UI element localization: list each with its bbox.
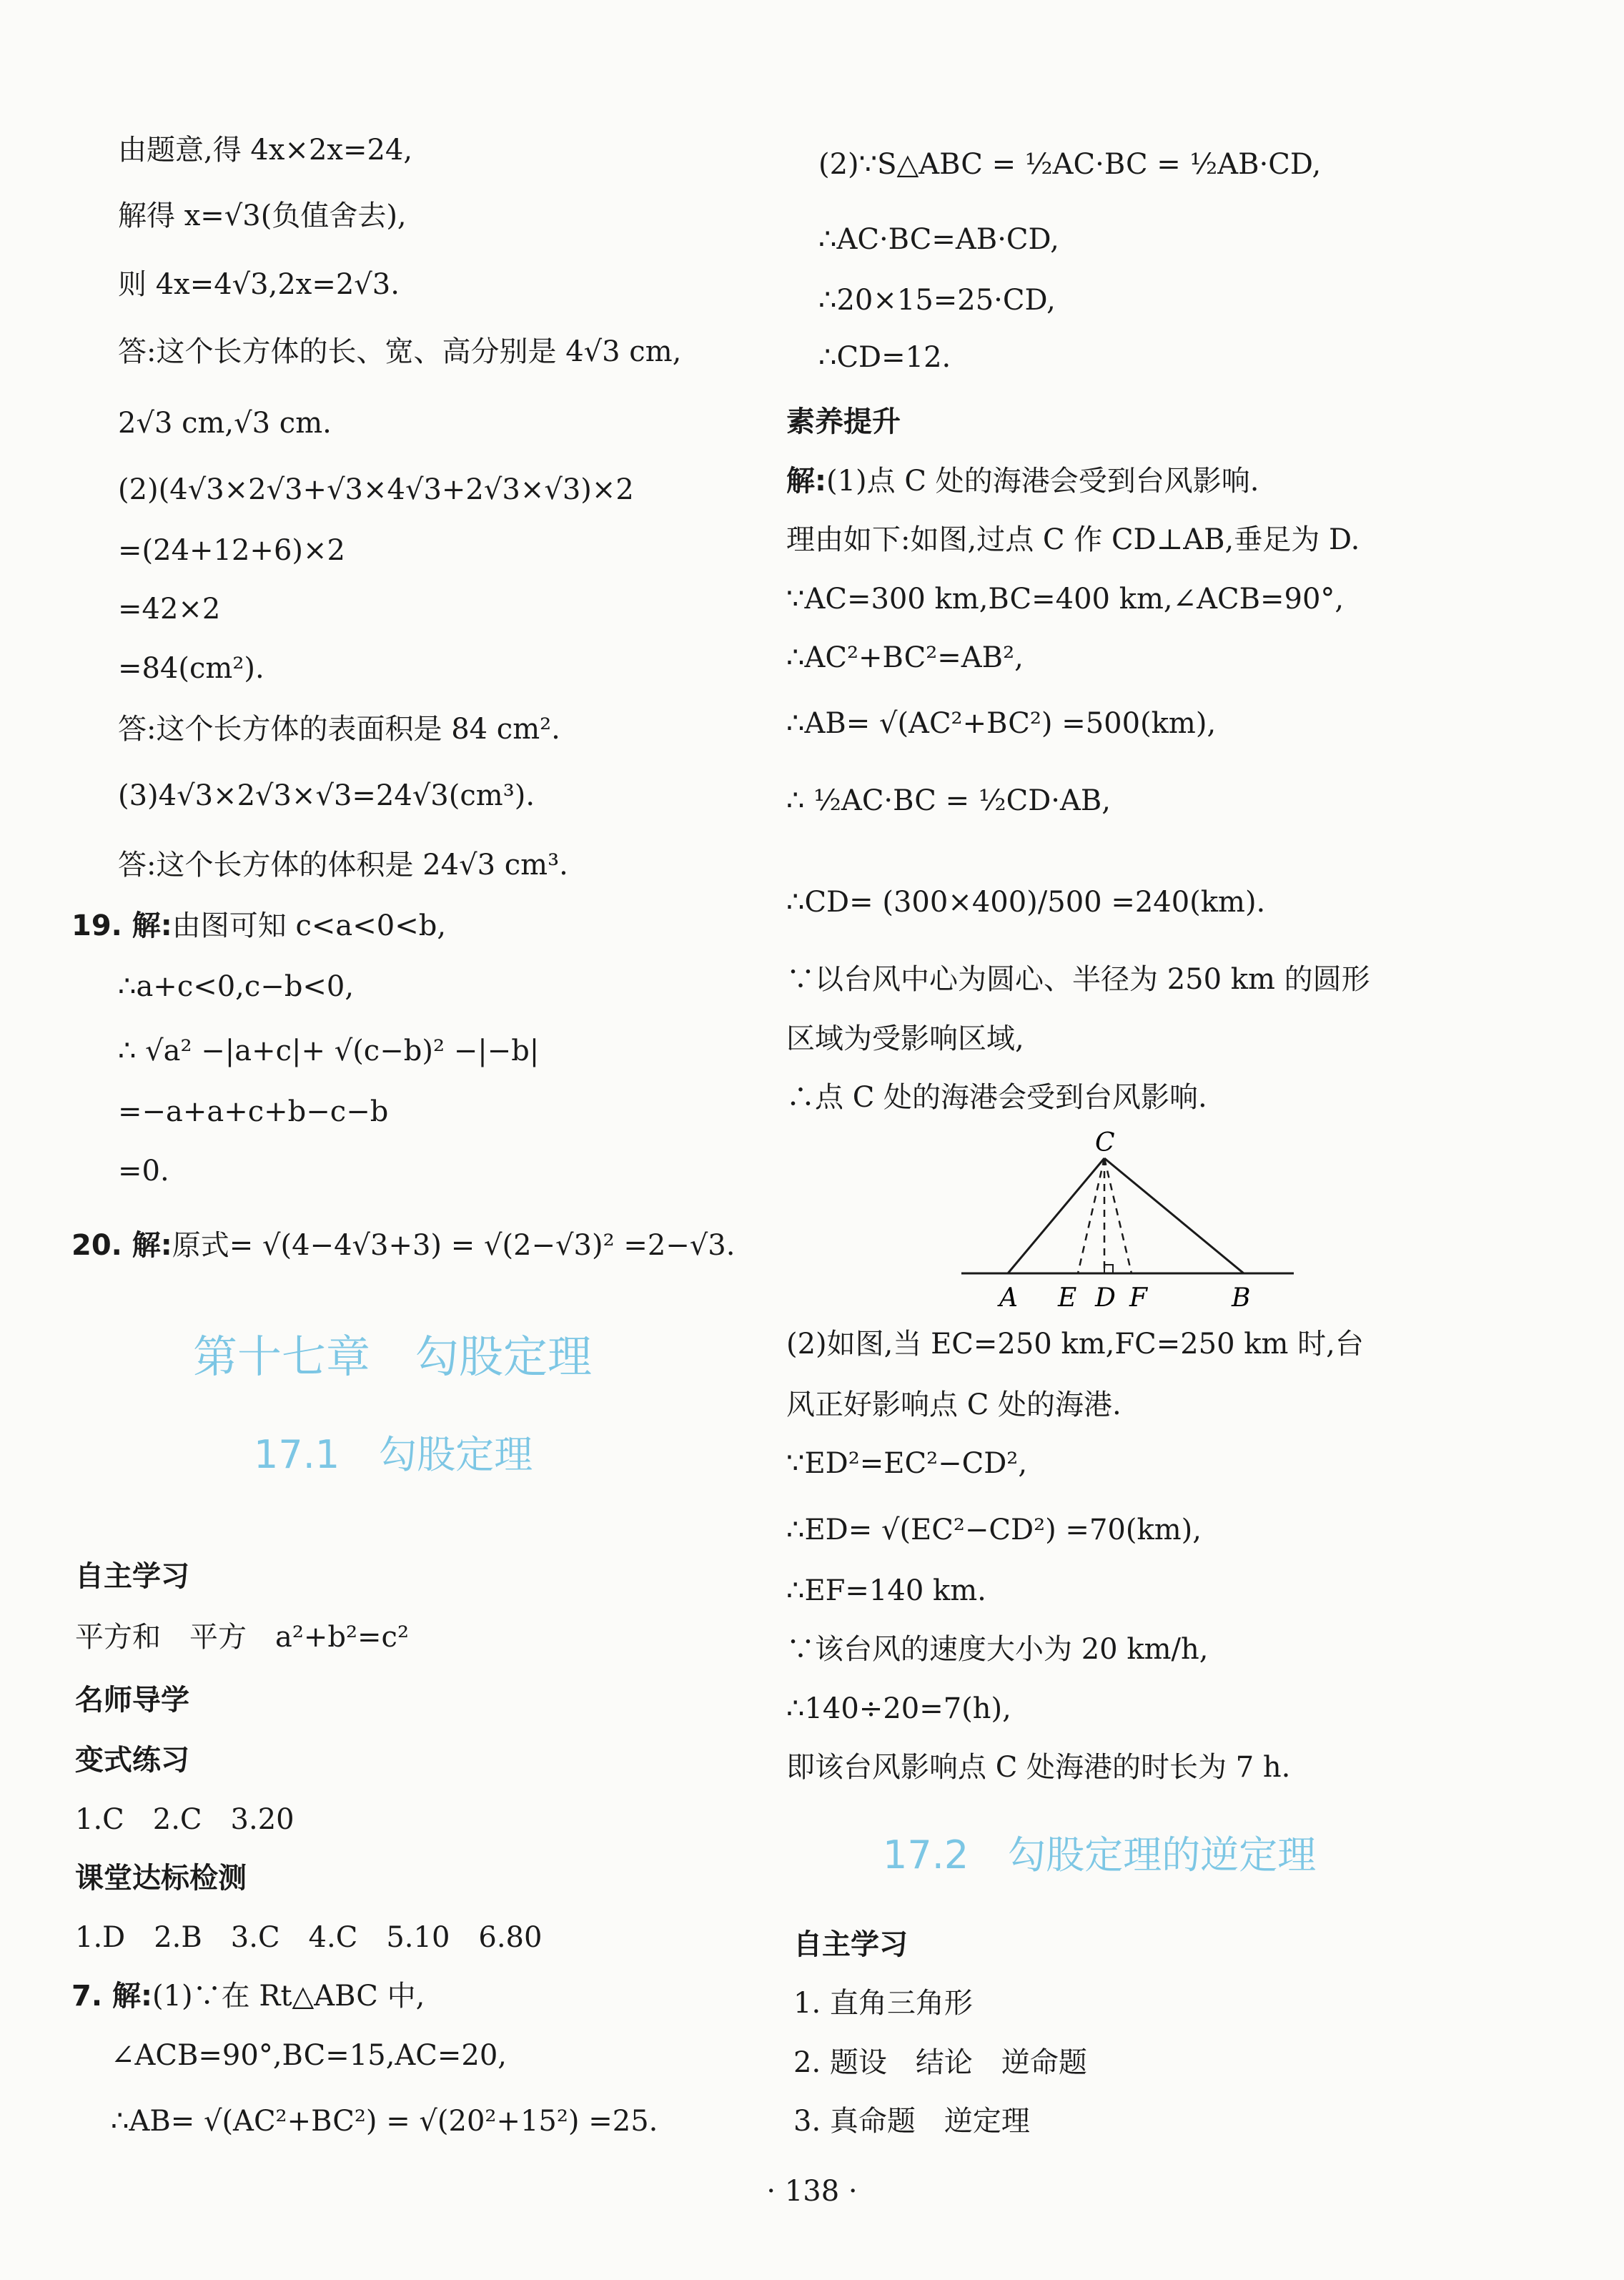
text-line: =0. xyxy=(118,1155,169,1188)
right-angle-mark xyxy=(1104,1265,1113,1273)
label-c: C xyxy=(1095,1130,1115,1158)
text-line: ∵该台风的速度大小为 20 km/h, xyxy=(786,1633,1209,1666)
segment-bc xyxy=(1104,1158,1244,1273)
text-line: 2√3 cm,√3 cm. xyxy=(118,407,332,440)
text-line: ∴AC·BC=AB·CD, xyxy=(818,223,1059,256)
question-number: 7. 解: xyxy=(71,1980,152,2013)
answer-row: 1.C 2.C 3.20 xyxy=(75,1803,294,1836)
text-line: ∴AB= √(AC²+BC²) = √(20²+15²) =25. xyxy=(111,2105,658,2138)
list-item: 2. 题设 结论 逆命题 xyxy=(793,2046,1087,2079)
text-line xyxy=(786,460,1259,503)
text-line: 由图可知 c<a<0<b, xyxy=(172,909,447,942)
text-line: 风正好影响点 C 处的海港. xyxy=(786,1388,1122,1421)
list-item: 3. 真命题 逆定理 xyxy=(793,2105,1030,2138)
label-e: E xyxy=(1058,1283,1077,1313)
segment-ac xyxy=(1008,1158,1104,1273)
text-line: ∵AC=300 km,BC=400 km,∠ACB=90°, xyxy=(786,583,1345,616)
answer-row: 1.D 2.B 3.C 4.C 5.10 6.80 xyxy=(75,1921,543,1954)
question-20 xyxy=(71,1224,735,1267)
text-line: ∵ED²=EC²−CD², xyxy=(786,1447,1028,1480)
label-f: F xyxy=(1129,1283,1147,1313)
text-line: ∵以台风中心为圆心、半径为 250 km 的圆形 xyxy=(786,963,1370,996)
text-line: ∴ ½AC·BC = ½CD·AB, xyxy=(786,784,1111,817)
label-d: D xyxy=(1095,1283,1116,1313)
heading-bianshi: 变式练习 xyxy=(75,1744,189,1777)
text-line: =−a+a+c+b−c−b xyxy=(118,1095,389,1128)
page-number: · 138 · xyxy=(766,2175,858,2208)
text-line: =(24+12+6)×2 xyxy=(118,534,345,567)
text-line: ∴点 C 处的海港会受到台风影响. xyxy=(786,1081,1207,1114)
question-number: 20. 解: xyxy=(71,1229,172,1262)
text-line: (1)点 C 处的海港会受到台风影响. xyxy=(826,465,1259,498)
question-number: 19. 解: xyxy=(71,909,172,942)
heading-ketang: 课堂达标检测 xyxy=(75,1862,247,1895)
text-line: ∴a+c<0,c−b<0, xyxy=(118,970,355,1003)
text-line: ∴AB= √(AC²+BC²) =500(km), xyxy=(786,707,1217,740)
text-line: 解得 x=√3(负值舍去), xyxy=(118,199,407,232)
text-line: 理由如下:如图,过点 C 作 CD⊥AB,垂足为 D. xyxy=(786,523,1360,556)
text-line: =42×2 xyxy=(118,593,221,626)
text-line: 即该台风影响点 C 处海港的时长为 7 h. xyxy=(786,1751,1291,1784)
heading-mingshi: 名师导学 xyxy=(75,1684,189,1717)
text-line: (3)4√3×2√3×√3=24√3(cm³). xyxy=(118,779,535,812)
text-line: ∴140÷20=7(h), xyxy=(786,1692,1011,1725)
text-line: 平方和 平方 a²+b²=c² xyxy=(75,1621,409,1654)
text-line: (2)(4√3×2√3+√3×4√3+2√3×√3)×2 xyxy=(118,473,634,506)
text-line: 答:这个长方体的体积是 24√3 cm³. xyxy=(118,849,568,882)
text-line: 由题意,得 4x×2x=24, xyxy=(118,134,413,167)
list-item: 1. 直角三角形 xyxy=(793,1987,973,2020)
text-line: =84(cm²). xyxy=(118,652,264,685)
text-line: ∴ED= √(EC²−CD²) =70(km), xyxy=(786,1514,1202,1546)
text-line: 原式= √(4−4√3+3) = √(2−√3)² =2−√3. xyxy=(172,1229,736,1262)
text-line: ∴20×15=25·CD, xyxy=(818,284,1056,317)
text-line: 区域为受影响区域, xyxy=(786,1022,1024,1055)
text-line: 则 4x=4√3,2x=2√3. xyxy=(118,268,400,301)
text-line: ∴AC²+BC²=AB², xyxy=(786,641,1024,674)
heading-suyang: 素养提升 xyxy=(786,405,901,438)
text-line: ∠ACB=90°,BC=15,AC=20, xyxy=(111,2039,508,2072)
text-line: (1)∵在 Rt△ABC 中, xyxy=(152,1980,425,2013)
question-7 xyxy=(71,1975,425,2018)
chapter-title: 第十七章 勾股定理 xyxy=(193,1331,593,1383)
question-19 xyxy=(71,904,446,947)
segment-cf xyxy=(1104,1158,1132,1273)
text-line: ∴CD=12. xyxy=(818,341,951,374)
label-b: B xyxy=(1232,1283,1251,1313)
solution-label: 解: xyxy=(786,465,826,498)
section-title: 17.2 勾股定理的逆定理 xyxy=(883,1832,1317,1877)
text-line: ∴ √a² −|a+c|+ √(c−b)² −|−b| xyxy=(118,1035,540,1067)
section-title: 17.1 勾股定理 xyxy=(254,1432,533,1477)
heading-zizhu: 自主学习 xyxy=(793,1928,908,1961)
text-line: 答:这个长方体的表面积是 84 cm². xyxy=(118,713,560,746)
text-line: ∴EF=140 km. xyxy=(786,1574,986,1607)
text-line: (2)∵S△ABC = ½AC·BC = ½AB·CD, xyxy=(818,148,1322,181)
text-line: (2)如图,当 EC=250 km,FC=250 km 时,台 xyxy=(786,1328,1364,1361)
triangle-figure xyxy=(958,1130,1301,1316)
text-line: 答:这个长方体的长、宽、高分别是 4√3 cm, xyxy=(118,335,682,368)
heading-zizhu: 自主学习 xyxy=(75,1560,189,1593)
text-line: ∴CD= (300×400)/500 =240(km). xyxy=(786,886,1266,919)
label-a: A xyxy=(999,1283,1018,1313)
